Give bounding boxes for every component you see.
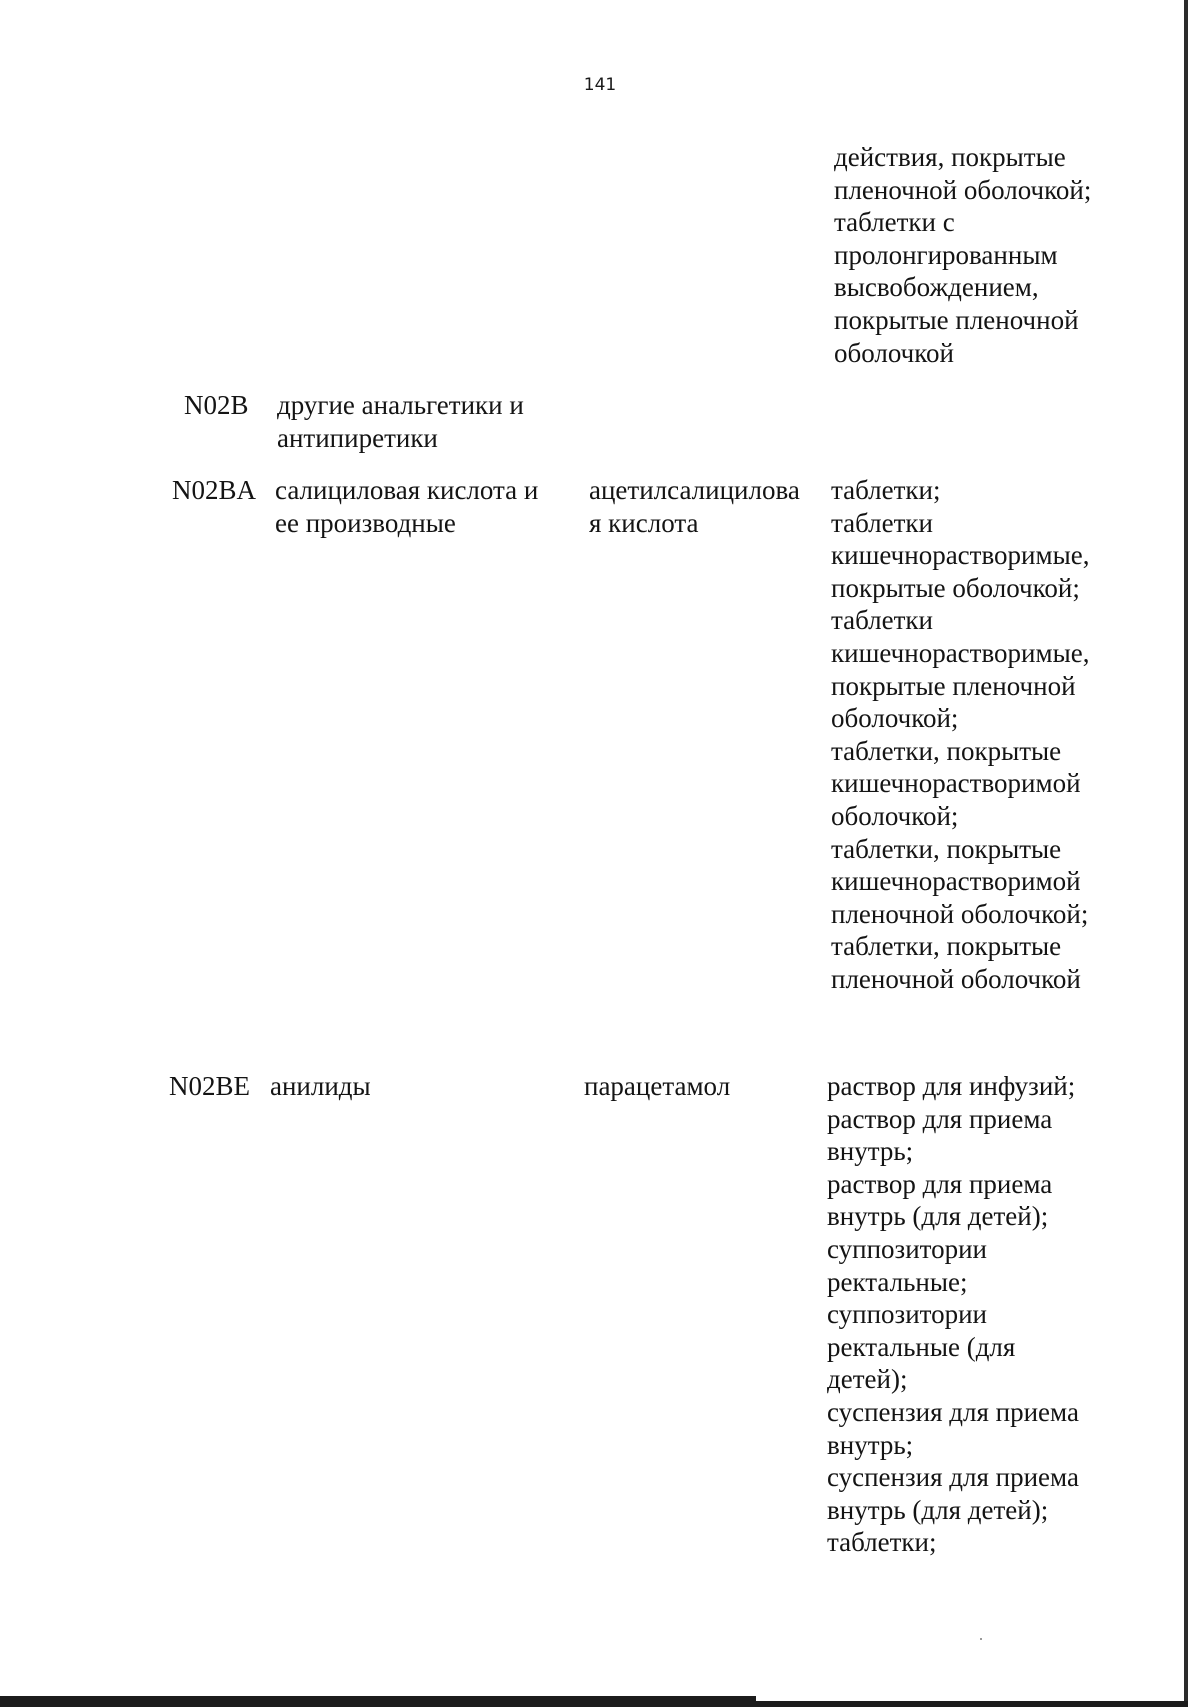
scan-edge-bottom xyxy=(0,1696,756,1707)
form-line: внутрь; xyxy=(827,1429,914,1460)
form-line: кишечнорастворимые, xyxy=(831,637,1090,668)
substance-line: я кислота xyxy=(589,507,699,538)
form-line: детей); xyxy=(827,1364,908,1395)
form-line: кишечнорастворимой xyxy=(831,866,1081,897)
form-line: раствор для приема xyxy=(827,1103,1053,1134)
group-name-n02b xyxy=(277,389,524,454)
form-line: таблетки с xyxy=(834,207,955,238)
form-line: оболочкой; xyxy=(831,703,959,734)
scan-margin-right xyxy=(1188,0,1200,1707)
atc-code-n02be: N02BE xyxy=(169,1071,250,1101)
form-line: ректальные (для xyxy=(827,1331,1016,1362)
form-line: ректальные; xyxy=(827,1266,968,1297)
group-line: ее производные xyxy=(275,507,456,538)
group-name-n02be xyxy=(270,1070,371,1103)
form-line: раствор для приема xyxy=(827,1168,1053,1199)
form-line: пленочной оболочкой; xyxy=(834,174,1092,205)
form-line: оболочкой xyxy=(834,337,954,368)
form-line: пленочной оболочкой xyxy=(831,963,1081,994)
form-line: таблетки xyxy=(831,507,934,538)
form-line: пролонгированным xyxy=(834,239,1058,270)
form-line: внутрь; xyxy=(827,1136,914,1167)
form-line: таблетки; xyxy=(831,475,941,505)
form-line: высвобождением, xyxy=(834,272,1039,303)
form-line: таблетки xyxy=(831,605,934,636)
form-line: покрытые пленочной xyxy=(831,670,1076,701)
atc-code-n02b: N02B xyxy=(184,390,249,420)
scan-speck xyxy=(980,1638,982,1640)
form-line: пленочной оболочкой; xyxy=(831,898,1089,929)
form-line: суппозитории xyxy=(827,1233,987,1264)
dosage-forms-n02be xyxy=(827,1070,1079,1559)
form-line: раствор для инфузий; xyxy=(827,1071,1076,1101)
form-line: внутрь (для детей); xyxy=(827,1201,1049,1232)
group-line: антипиретики xyxy=(277,422,438,453)
form-line: таблетки, покрытые xyxy=(831,931,1062,962)
group-line: салициловая кислота и xyxy=(275,475,539,505)
substance-n02ba xyxy=(589,474,800,539)
form-line: кишечнорастворимой xyxy=(831,768,1081,799)
page-number: 141 xyxy=(583,75,617,95)
group-line: анилиды xyxy=(270,1071,371,1101)
form-line: покрытые оболочкой; xyxy=(831,572,1080,603)
form-line: кишечнорастворимые, xyxy=(831,540,1090,571)
substance-line: парацетамол xyxy=(584,1071,731,1101)
form-line: таблетки, покрытые xyxy=(831,735,1062,766)
dosage-forms-n02ba xyxy=(831,474,1089,996)
form-line: оболочкой; xyxy=(831,800,959,831)
scan-edge-bottom-thin xyxy=(756,1701,1188,1707)
substance-n02be xyxy=(584,1070,730,1103)
form-line: действия, покрытые xyxy=(834,142,1066,172)
form-line: таблетки; xyxy=(827,1527,937,1558)
form-line: суппозитории xyxy=(827,1299,987,1330)
atc-code-n02ba: N02BA xyxy=(172,475,257,505)
form-line: суспензия для приема xyxy=(827,1396,1079,1427)
group-line: другие анальгетики и xyxy=(277,390,524,420)
dosage-forms-continued xyxy=(834,141,1091,369)
form-line: таблетки, покрытые xyxy=(831,833,1062,864)
form-line: покрытые пленочной xyxy=(834,304,1079,335)
substance-line: ацетилсалицилова xyxy=(589,475,800,505)
form-line: внутрь (для детей); xyxy=(827,1494,1049,1525)
group-name-n02ba xyxy=(275,474,538,539)
form-line: суспензия для приема xyxy=(827,1462,1079,1493)
